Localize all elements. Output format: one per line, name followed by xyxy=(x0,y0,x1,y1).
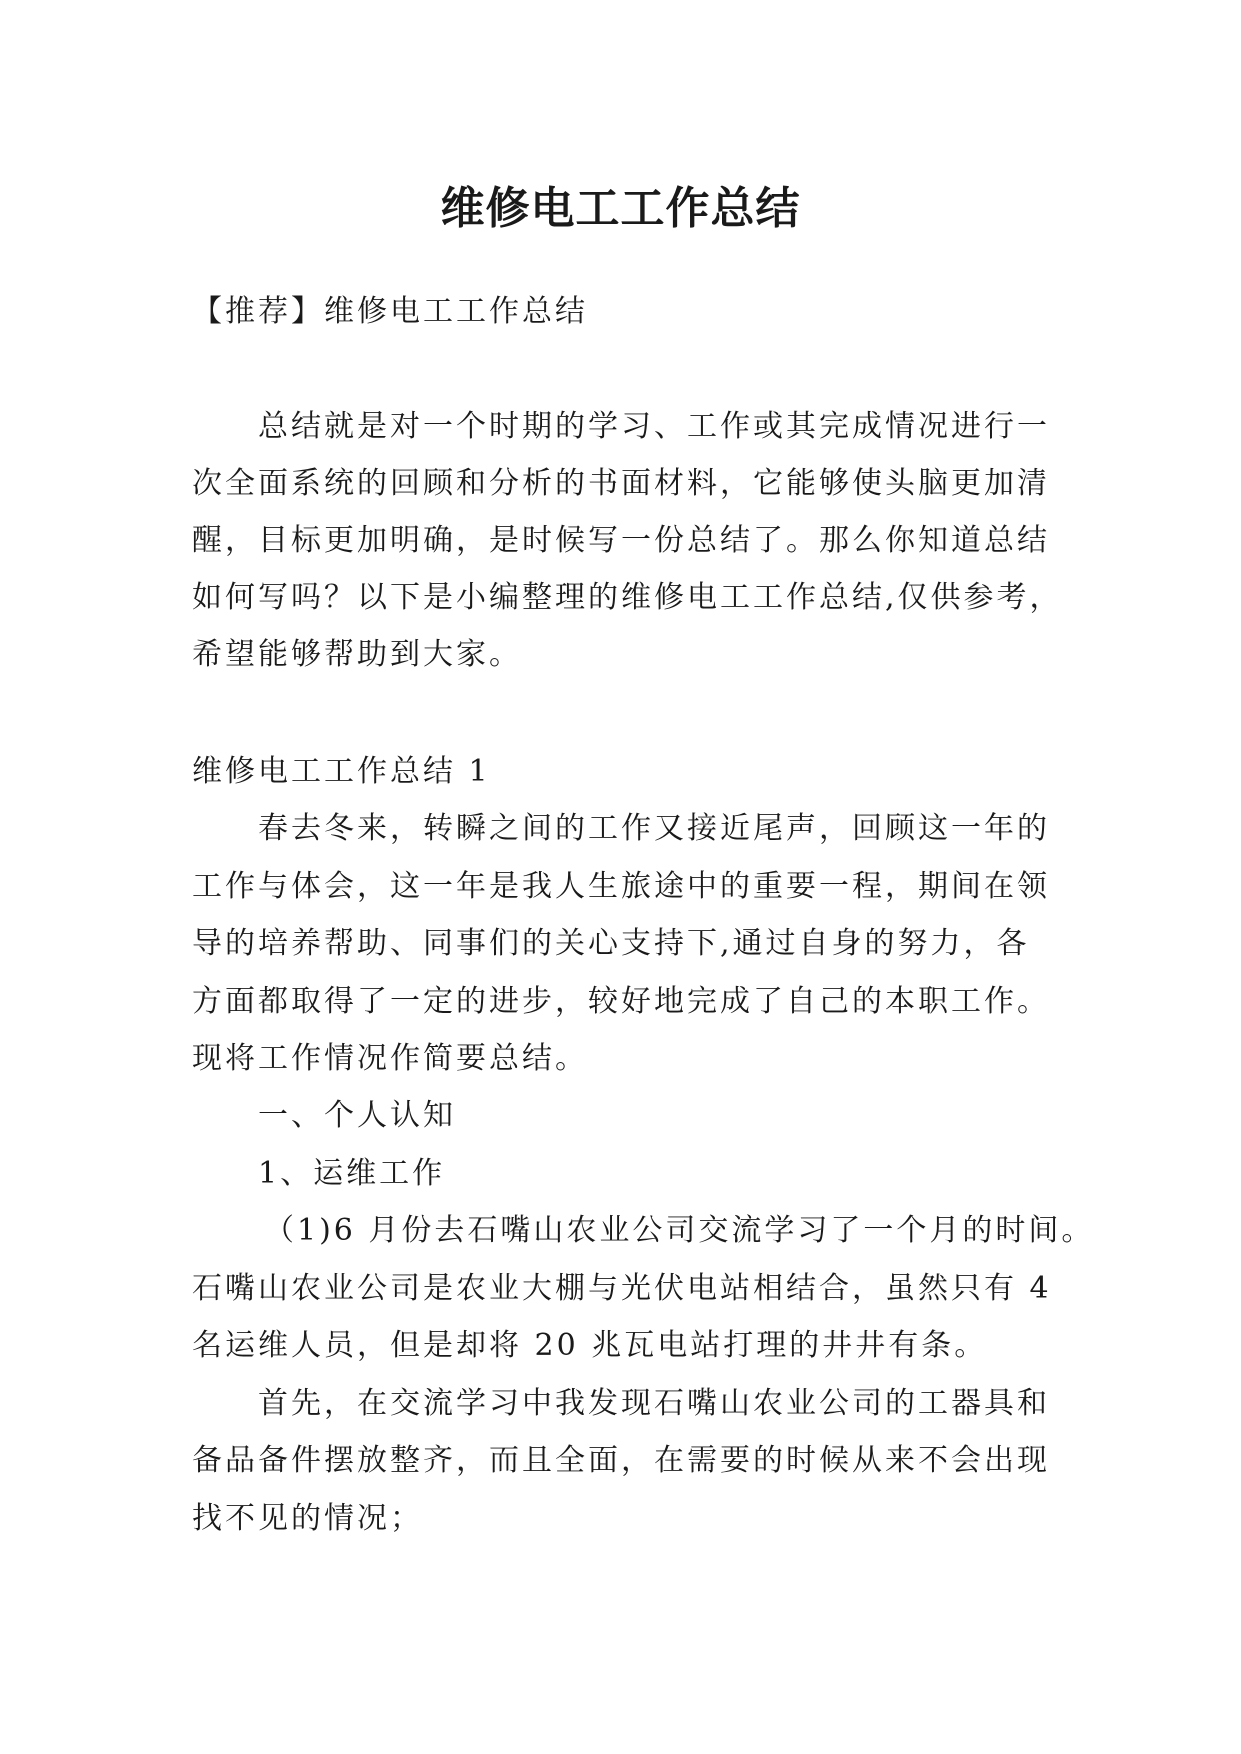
intro-line-3: 醒，目标更加明确，是时候写一份总结了。那么你知道总结 xyxy=(192,523,1050,558)
para1-line-1: 春去冬来，转瞬之间的工作又接近尾声，回顾这一年的 xyxy=(258,811,1050,846)
para3-line-2: 备品备件摆放整齐，而且全面，在需要的时候从来不会出现 xyxy=(192,1443,1050,1478)
para2-line-2: 石嘴山农业公司是农业大棚与光伏电站相结合，虽然只有 4 xyxy=(192,1271,1052,1306)
para1-line-5: 现将工作情况作简要总结。 xyxy=(192,1041,588,1076)
subheading-ops: 1、运维工作 xyxy=(258,1156,446,1191)
para1-line-3: 导的培养帮助、同事们的关心支持下,通过自身的努力，各 xyxy=(192,926,1030,961)
intro-line-2: 次全面系统的回顾和分析的书面材料，它能够使头脑更加清 xyxy=(192,466,1050,501)
intro-line-4: 如何写吗？以下是小编整理的维修电工工作总结,仅供参考， xyxy=(192,580,1063,615)
intro-line-1: 总结就是对一个时期的学习、工作或其完成情况进行一 xyxy=(258,409,1050,444)
para1-line-2: 工作与体会，这一年是我人生旅途中的重要一程，期间在领 xyxy=(192,869,1050,904)
para2-line-1: （1)6 月份去石嘴山农业公司交流学习了一个月的时间。 xyxy=(264,1213,1095,1248)
para2-line-3: 名运维人员，但是却将 20 兆瓦电站打理的井井有条。 xyxy=(192,1328,988,1363)
para1-line-4: 方面都取得了一定的进步，较好地完成了自己的本职工作。 xyxy=(192,984,1050,1019)
recommend-heading: 【推荐】维修电工工作总结 xyxy=(192,294,588,329)
intro-line-5: 希望能够帮助到大家。 xyxy=(192,637,522,672)
document-title: 维修电工工作总结 xyxy=(440,183,801,235)
section-heading-1: 维修电工工作总结 1 xyxy=(192,754,491,789)
subheading-personal: 一、个人认知 xyxy=(258,1098,456,1133)
para3-line-3: 找不见的情况； xyxy=(192,1501,423,1536)
para3-line-1: 首先，在交流学习中我发现石嘴山农业公司的工器具和 xyxy=(258,1386,1050,1421)
